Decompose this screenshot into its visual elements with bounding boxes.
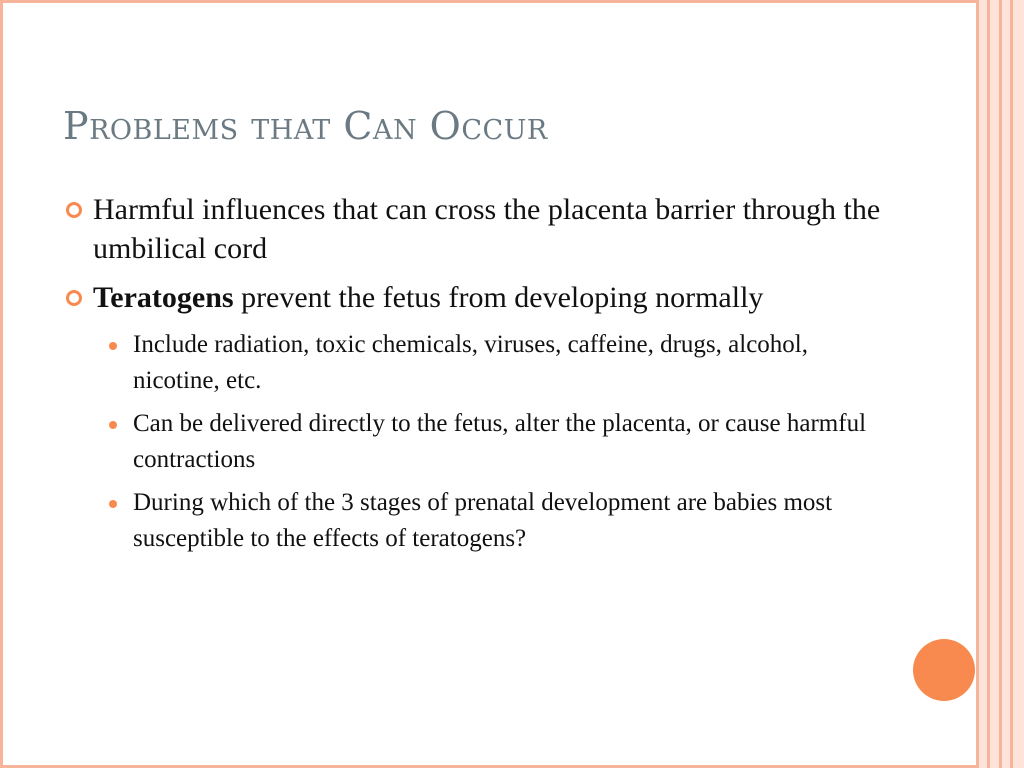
stripe bbox=[1013, 0, 1024, 768]
slide-content bbox=[63, 190, 883, 564]
bullet-item bbox=[63, 190, 883, 268]
sub-bullet-item bbox=[103, 327, 883, 399]
decorative-orange-circle bbox=[913, 639, 975, 701]
dot-bullet-icon bbox=[109, 342, 117, 350]
decorative-stripes bbox=[976, 0, 1024, 768]
dot-bullet-icon bbox=[109, 421, 117, 429]
sub-bullet-list bbox=[103, 327, 883, 557]
stripe bbox=[990, 0, 999, 768]
ring-bullet-icon bbox=[66, 202, 82, 218]
stripe bbox=[979, 0, 987, 768]
stripe bbox=[1002, 0, 1010, 768]
slide-title: Problems that Can Occur bbox=[63, 104, 548, 148]
bullet-item bbox=[63, 278, 883, 317]
bullet-text: Harmful influences that can cross the placenta barrier through the umbilical cord bbox=[93, 193, 881, 265]
sub-bullet-item bbox=[103, 485, 883, 557]
bullet-text: prevent the fetus from developing normally bbox=[233, 281, 764, 314]
sub-bullet-text: Include radiation, toxic chemicals, viruses, caffeine, drugs, alcohol, nicotine, etc. bbox=[133, 331, 808, 394]
sub-bullet-item bbox=[103, 406, 883, 478]
sub-bullet-text: During which of the 3 stages of prenatal development are babies most susceptible to the effects of teratogens? bbox=[133, 489, 833, 552]
sub-bullet-text: Can be delivered directly to the fetus, alter the placenta, or cause harmful contractions bbox=[133, 410, 867, 473]
ring-bullet-icon bbox=[66, 290, 82, 306]
bullet-bold-term: Teratogens bbox=[93, 281, 234, 314]
dot-bullet-icon bbox=[109, 500, 117, 508]
